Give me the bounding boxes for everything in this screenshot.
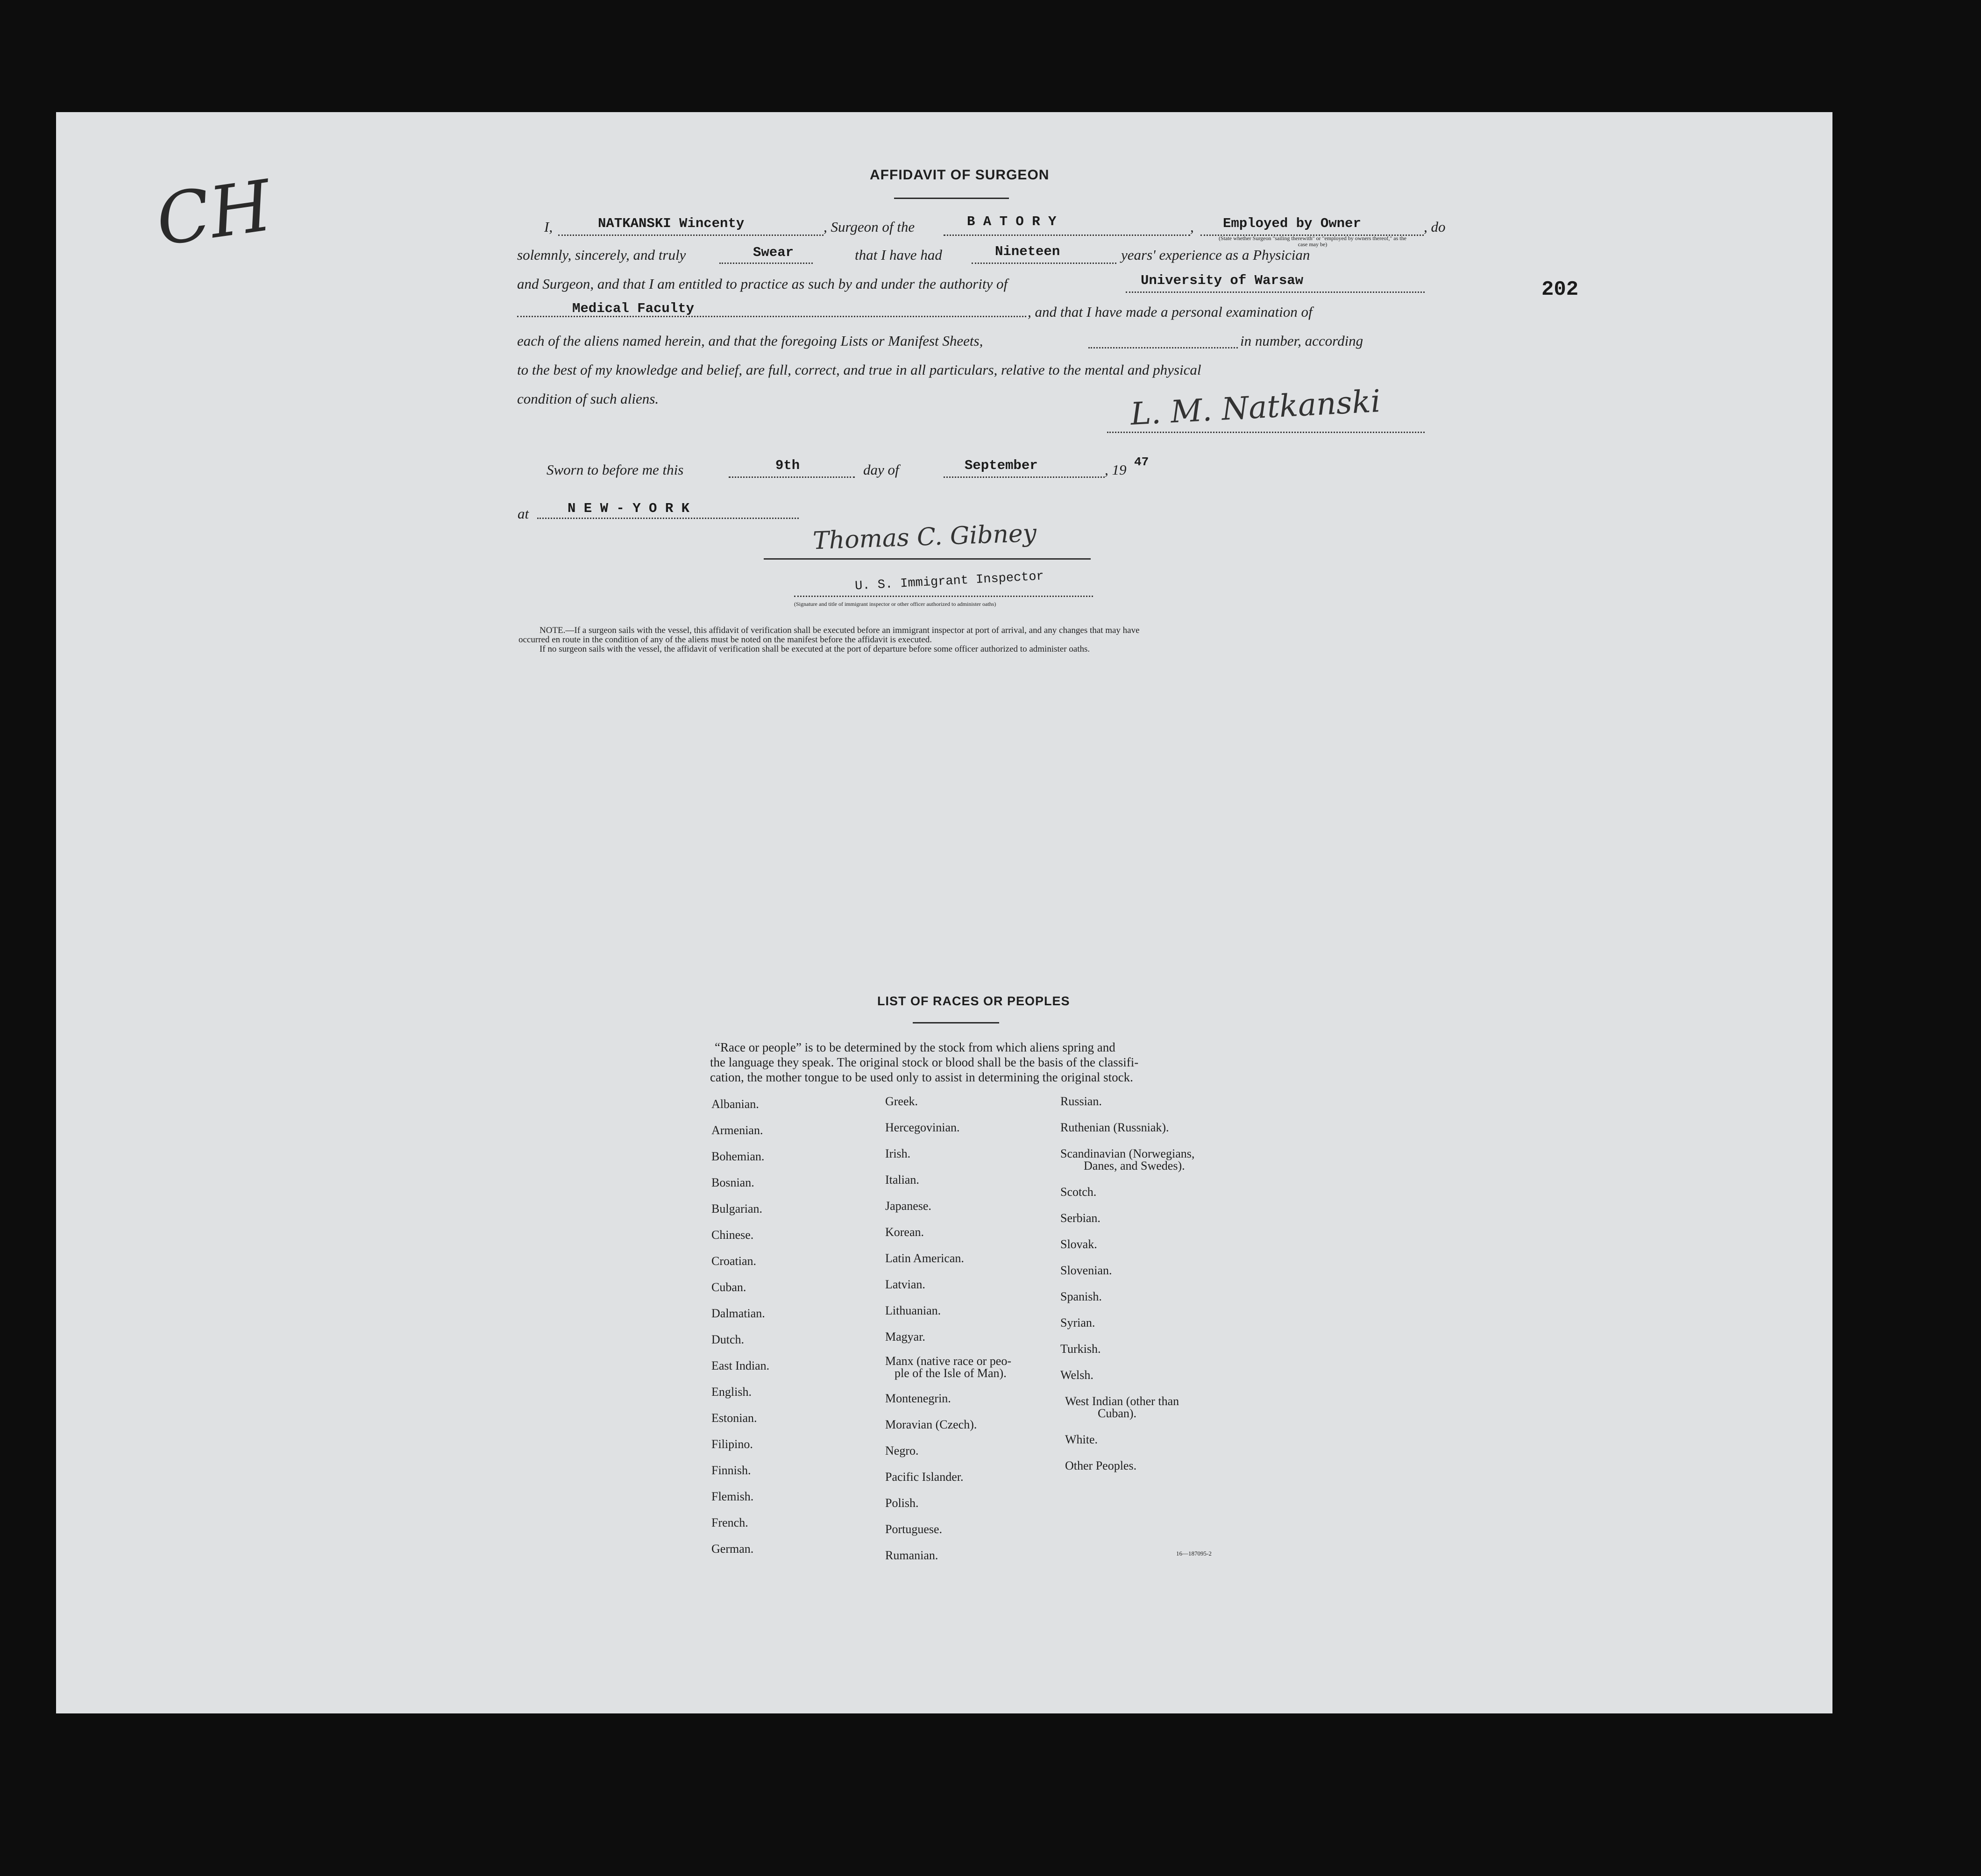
races-intro-1: “Race or people” is to be determined by the stock from which aliens spring and xyxy=(715,1040,1115,1054)
years-field-line xyxy=(972,263,1116,264)
race-montenegrin: Montenegrin. xyxy=(885,1392,951,1405)
race-manx-2: ple of the Isle of Man). xyxy=(895,1366,1007,1380)
sworn-mid: day of xyxy=(863,462,899,478)
years-experience: Nineteen xyxy=(995,244,1060,259)
aff-line7: condition of such aliens. xyxy=(517,391,659,407)
races-intro-3: cation, the mother tongue to be used only to assist in determining the original stock. xyxy=(710,1070,1133,1084)
aff-line1-mid: , Surgeon of the xyxy=(824,219,915,235)
race-ruthenian: Ruthenian (Russniak). xyxy=(1060,1121,1169,1134)
race-albanian: Albanian. xyxy=(711,1097,759,1111)
aff-line4-post: , and that I have made a personal examination of xyxy=(1028,304,1313,320)
race-rumanian: Rumanian. xyxy=(885,1549,938,1562)
vessel-name: B A T O R Y xyxy=(967,214,1057,229)
surgeon-name: NATKANSKI Wincenty xyxy=(598,216,745,231)
race-negro: Negro. xyxy=(885,1444,919,1457)
race-korean: Korean. xyxy=(885,1225,924,1239)
race-english: English. xyxy=(711,1385,752,1399)
authority-institution: University of Warsaw xyxy=(1141,273,1304,288)
sheets-count-field-line xyxy=(1088,347,1238,348)
vessel-field-line xyxy=(944,234,1190,236)
margin-initials: CH xyxy=(151,165,277,262)
employment-status: Employed by Owner xyxy=(1223,216,1361,231)
day-field-line xyxy=(729,476,855,478)
race-portuguese: Portuguese. xyxy=(885,1522,943,1536)
title-underline xyxy=(894,198,1009,199)
race-scotch: Scotch. xyxy=(1060,1185,1097,1199)
oath-field-line xyxy=(719,263,813,264)
race-lithuanian: Lithuanian. xyxy=(885,1304,941,1317)
race-russian: Russian. xyxy=(1060,1094,1102,1108)
affidavit-title: AFFIDAVIT OF SURGEON xyxy=(870,167,1050,183)
inspector-title-line xyxy=(794,596,1093,597)
race-french: French. xyxy=(711,1516,748,1529)
authority-field-line xyxy=(1126,291,1425,293)
aff-line2-mid: that I have had xyxy=(855,247,942,263)
race-east-indian: East Indian. xyxy=(711,1359,770,1372)
race-bohemian: Bohemian. xyxy=(711,1150,765,1163)
race-polish: Polish. xyxy=(885,1496,919,1510)
race-latvian: Latvian. xyxy=(885,1278,925,1291)
races-intro-2: the language they speak. The original stock or blood shall be the basis of the classifi- xyxy=(710,1055,1139,1069)
note-line-3: If no surgeon sails with the vessel, the affidavit of verification shall be executed at the port of departure before some officer authorized to administer oaths. xyxy=(540,644,1090,654)
race-latin-american: Latin American. xyxy=(885,1251,964,1265)
race-turkish: Turkish. xyxy=(1060,1342,1101,1356)
surgeon-signature: L. M. Natkanski xyxy=(1129,383,1382,432)
race-welsh: Welsh. xyxy=(1060,1368,1093,1382)
races-title-underline xyxy=(913,1022,999,1023)
comma: , xyxy=(1190,219,1194,235)
race-scandinavian-1: Scandinavian (Norwegians, xyxy=(1060,1147,1195,1160)
aff-line2-post: years' experience as a Physician xyxy=(1121,247,1310,263)
race-finnish: Finnish. xyxy=(711,1464,751,1477)
sworn-year-prefix: , 19 xyxy=(1105,462,1127,478)
inspector-caption: (Signature and title of immigrant inspector or other officer authorized to administer oaths) xyxy=(794,601,996,607)
aff-line5-post: in number, according xyxy=(1240,333,1363,349)
race-serbian: Serbian. xyxy=(1060,1211,1101,1225)
race-croatian: Croatian. xyxy=(711,1254,757,1268)
aff-line3-pre: and Surgeon, and that I am entitled to practice as such by and under the authority of xyxy=(517,276,1008,292)
race-japanese: Japanese. xyxy=(885,1199,931,1213)
name-field-line xyxy=(558,234,824,236)
race-moravian: Moravian (Czech). xyxy=(885,1418,977,1431)
race-armenian: Armenian. xyxy=(711,1123,763,1137)
race-slovak: Slovak. xyxy=(1060,1237,1097,1251)
inspector-signature-line xyxy=(764,558,1091,560)
race-dalmatian: Dalmatian. xyxy=(711,1307,765,1320)
authority-faculty: Medical Faculty xyxy=(572,301,695,316)
race-bosnian: Bosnian. xyxy=(711,1176,754,1189)
aff-line1-post: , do xyxy=(1424,219,1446,235)
race-magyar: Magyar. xyxy=(885,1330,925,1343)
race-spanish: Spanish. xyxy=(1060,1290,1102,1303)
race-irish: Irish. xyxy=(885,1147,911,1160)
place-city: N E W - Y O R K xyxy=(568,501,690,516)
form-number: 16—187095-2 xyxy=(1176,1550,1212,1557)
race-italian: Italian. xyxy=(885,1173,919,1187)
race-filipino: Filipino. xyxy=(711,1437,753,1451)
sworn-month: September xyxy=(965,458,1038,473)
sworn-pre: Sworn to before me this xyxy=(547,462,684,478)
aff-line5-pre: each of the aliens named herein, and that the foregoing Lists or Manifest Sheets, xyxy=(517,333,983,349)
note-line-2: occurred en route in the condition of any of the aliens must be noted on the manifest before the affidavit is executed. xyxy=(518,635,932,645)
race-other-peoples: Other Peoples. xyxy=(1065,1459,1137,1472)
race-hercegovinian: Hercegovinian. xyxy=(885,1121,960,1134)
race-estonian: Estonian. xyxy=(711,1411,757,1425)
race-white: White. xyxy=(1065,1433,1098,1446)
aff-line1-pre: I, xyxy=(544,219,553,235)
race-west-indian-2: Cuban). xyxy=(1098,1407,1137,1420)
race-greek: Greek. xyxy=(885,1094,918,1108)
race-german: German. xyxy=(711,1542,754,1556)
race-pacific-islander: Pacific Islander. xyxy=(885,1470,964,1484)
document-page xyxy=(56,112,1832,1713)
note-line-1: NOTE.—If a surgeon sails with the vessel, this affidavit of verification shall be executed before an immigrant inspector at port of arrival, and any changes that may have xyxy=(540,625,1140,635)
month-field-line xyxy=(944,476,1105,478)
sworn-year-suffix: 47 xyxy=(1134,455,1149,469)
aff-line6: to the best of my knowledge and belief, are full, correct, and true in all particulars, relative to the mental and physical xyxy=(517,362,1201,378)
sworn-day: 9th xyxy=(775,458,800,473)
race-scandinavian-2: Danes, and Swedes). xyxy=(1084,1159,1185,1172)
race-cuban: Cuban. xyxy=(711,1280,746,1294)
inspector-signature: Thomas C. Gibney xyxy=(812,519,1037,555)
place-pre: at xyxy=(518,505,529,522)
races-title: LIST OF RACES OR PEOPLES xyxy=(877,994,1070,1008)
race-flemish: Flemish. xyxy=(711,1490,754,1503)
aff-line2-pre: solemnly, sincerely, and truly xyxy=(517,247,686,263)
race-bulgarian: Bulgarian. xyxy=(711,1202,763,1215)
race-manx-1: Manx (native race or peo- xyxy=(885,1354,1011,1368)
place-field-line xyxy=(537,518,799,519)
signature-line xyxy=(1107,432,1425,433)
race-syrian: Syrian. xyxy=(1060,1316,1095,1329)
race-west-indian-1: West Indian (other than xyxy=(1065,1394,1179,1408)
oath-type: Swear xyxy=(753,245,794,260)
page-number: 202 xyxy=(1541,278,1579,301)
inspector-title: U. S. Immigrant Inspector xyxy=(854,569,1044,594)
race-chinese: Chinese. xyxy=(711,1228,754,1242)
race-slovenian: Slovenian. xyxy=(1060,1264,1112,1277)
employment-caption: (State whether Surgeon "sailing therewith" or "employed by owners thereof," as the case may be) xyxy=(1219,235,1406,248)
race-dutch: Dutch. xyxy=(711,1333,745,1346)
